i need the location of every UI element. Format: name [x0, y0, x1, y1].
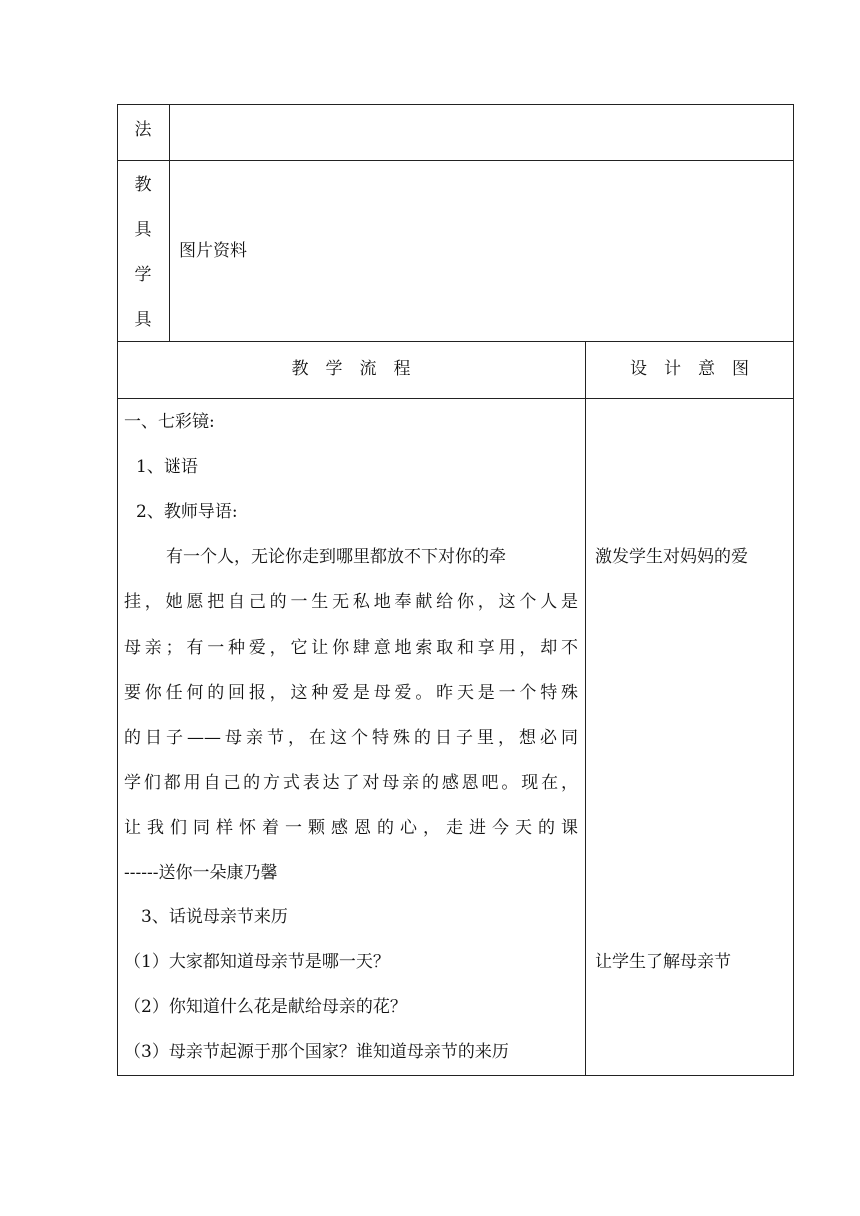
row-divider-header — [117, 398, 794, 399]
tools-label-char: 具 — [134, 310, 152, 330]
intent-note: 让学生了解母亲节 — [595, 952, 731, 972]
flow-item: 2、教师导语: — [136, 502, 238, 522]
paragraph-line: 挂，她愿把自己的一生无私地奉献给你，这个人是 — [124, 592, 578, 612]
header-teaching-flow: 教 学 流 程 — [291, 359, 411, 379]
row-divider-tools — [117, 341, 794, 342]
paragraph-line: ------送你一朵康乃馨 — [124, 863, 278, 883]
tools-label-char: 教 — [134, 175, 152, 195]
table-border-bottom — [117, 1075, 794, 1076]
paragraph-line: 学们都用自己的方式表达了对母亲的感恩吧。现在， — [124, 773, 578, 793]
table-border-top — [117, 104, 794, 105]
paragraph-line: 母亲；有一种爱，它让你肆意地索取和享用，却不 — [124, 638, 578, 658]
intent-column-divider — [585, 341, 586, 1075]
method-label: 法 — [134, 120, 152, 140]
paragraph-line: 有一个人，无论你走到哪里都放不下对你的牵 — [166, 547, 506, 567]
table-border-right — [793, 104, 794, 1076]
header-design-intent: 设 计 意 图 — [630, 359, 749, 379]
tools-label-char: 学 — [134, 265, 152, 285]
question-item: （3）母亲节起源于那个国家？谁知道母亲节的来历 — [124, 1042, 509, 1062]
paragraph-line: 要你任何的回报，这种爱是母爱。昨天是一个特殊 — [124, 683, 578, 703]
paragraph-line: 的日子——母亲节，在这个特殊的日子里，想必同 — [124, 728, 578, 748]
question-item: （2）你知道什么花是献给母亲的花？ — [124, 997, 407, 1017]
row-divider-method — [117, 160, 794, 161]
table-border-left — [117, 104, 118, 1076]
tools-label-char: 具 — [134, 220, 152, 240]
flow-item: 1、谜语 — [136, 457, 198, 477]
intent-note: 激发学生对妈妈的爱 — [595, 547, 748, 567]
paragraph-line: 让我们同样怀着一颗感恩的心，走进今天的课 — [124, 818, 578, 838]
tools-value: 图片资料 — [179, 241, 247, 261]
label-column-divider — [169, 104, 170, 341]
teacher-intro-paragraph — [124, 546, 580, 886]
section-heading: 一、七彩镜: — [124, 412, 215, 432]
flow-item: 3、话说母亲节来历 — [141, 907, 288, 927]
question-item: （1）大家都知道母亲节是哪一天？ — [124, 952, 390, 972]
